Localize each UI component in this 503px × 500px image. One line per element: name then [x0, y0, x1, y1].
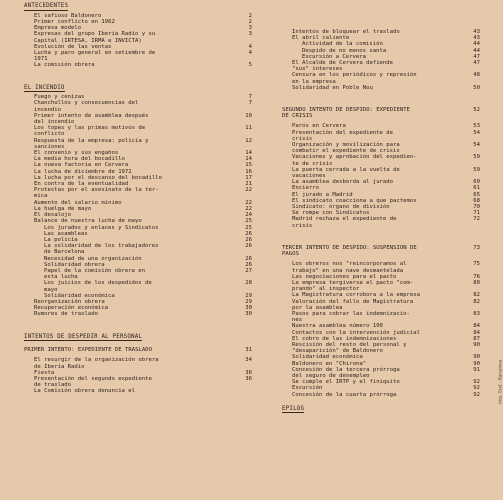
toc-entry-page: 90 — [473, 360, 480, 367]
toc-entry-page: 60 — [473, 179, 480, 186]
toc-entry-title: El desalojo — [34, 212, 72, 219]
toc-entry-page: 30 — [245, 305, 252, 312]
toc-entry-title: La empresa tergiversa el pacto "com- prando" al inspector — [292, 279, 414, 293]
toc-entry-title: El abril caliente — [292, 35, 350, 42]
toc-entry-page: 28 — [245, 280, 252, 287]
toc-entry-title: Los obreros nos "reincorporamos al trabajo" en una nave desmantelada — [292, 261, 407, 274]
toc-entry-page: 36 — [245, 369, 252, 376]
toc-entry-page: 29 — [245, 292, 252, 299]
subsection-tercer-intento: TERCER INTENTO DE DESPIDO: SUSPENSION DE PAGOS 73 — [282, 244, 480, 258]
toc-entry-title: Chanchullos y consecuencias del incendio — [34, 100, 139, 113]
toc-entry-title: Lucha y paro general en setiembre de 1971 — [34, 49, 156, 63]
toc-list-incendio — [24, 94, 252, 317]
toc-entry-page: 2 — [248, 18, 252, 25]
toc-entry-title: Madrid rechaza el expediente de crisis — [292, 216, 397, 229]
toc-entry-page: 4 — [248, 43, 252, 50]
toc-entry-title: Necesidad de una organización — [44, 255, 142, 262]
toc-entry-page: 90 — [473, 341, 480, 348]
toc-entry — [282, 72, 480, 84]
toc-entry-title: Baldonero en "Chirona" — [292, 360, 367, 367]
toc-entry-page: 61 — [473, 185, 480, 192]
toc-entry-title: Se rompe con Sindicatos — [292, 210, 370, 217]
toc-entry-title: Rescisión del resto del personal y "desaparición" de Baldonero — [292, 341, 407, 355]
toc-entry-title: La nueva factoría en Cervera — [34, 162, 129, 169]
toc-entry-title: Presentación del segundo expediente de traslado — [34, 376, 152, 389]
toc-entry-title: El Alcalde de Cervera defiende "sus" intereses — [292, 60, 394, 73]
toc-entry-page: 5 — [248, 62, 252, 69]
toc-entry-page: 70 — [473, 204, 480, 211]
toc-entry-title: Se cumple el IRTP y el finiquito — [292, 379, 400, 386]
toc-entry — [282, 60, 480, 72]
toc-entry-title: Pasos para cobrar las indemnizacio- nes — [292, 310, 410, 324]
toc-entry-page: 26 — [245, 236, 252, 243]
toc-entry-page: 14 — [245, 156, 252, 163]
toc-entry-title: Los juicios de los despedidos de mayo — [44, 280, 152, 293]
toc-entry-page: 22 — [245, 205, 252, 212]
section-heading-intentos: INTENTOS DE DESPEDIR AL PERSONAL — [24, 333, 143, 340]
toc-entry-page: 44 — [473, 41, 480, 48]
toc-entry-page: 22 — [245, 199, 252, 206]
toc-entry-page: 17 — [245, 174, 252, 181]
toc-entry-title: La comisión obrera — [34, 62, 95, 69]
toc-entry — [24, 280, 252, 292]
toc-entry — [24, 357, 252, 369]
toc-entry-page: 36 — [245, 376, 252, 383]
toc-entry-title: La lucha por el descanso del bocadillo — [34, 174, 162, 181]
toc-entry-title: Las asambleas — [44, 230, 88, 237]
toc-entry-page: 54 — [473, 129, 480, 136]
toc-entry — [282, 261, 480, 273]
toc-entry-title: Evolución de las ventas — [34, 43, 112, 50]
toc-entry-page: 75 — [473, 261, 480, 268]
toc-entry — [24, 62, 252, 68]
section-heading-antecedentes: ANTECEDENTES — [24, 3, 69, 9]
toc-entry-page: 92 — [473, 379, 480, 386]
toc-entry-page: 3 — [248, 31, 252, 38]
toc-entry-page: 47 — [473, 53, 480, 60]
toc-entry — [24, 268, 252, 280]
toc-entry-title: Valoración del fallo de Magistratura por la asamblea — [292, 298, 414, 311]
toc-entry — [24, 311, 252, 317]
toc-entry-title: Vacaciones y aprobación del expedien- te de crisis — [292, 154, 417, 167]
toc-left-column — [24, 0, 252, 395]
toc-entry — [24, 125, 252, 137]
toc-entry-page: 80 — [473, 279, 480, 286]
toc-entry-page: 68 — [473, 197, 480, 204]
toc-entry-title: La puerta cerrada a la vuelta de vacaciones — [292, 166, 400, 180]
toc-entry-title: Las negociaciones para el pacto — [292, 273, 397, 280]
toc-entry-title: Empresa modelo — [34, 25, 82, 32]
toc-entry-page: 47 — [473, 60, 480, 67]
toc-entry-title: Solidaridad en Poble Nou — [292, 84, 373, 91]
toc-entry — [282, 367, 480, 379]
toc-entry-page: 87 — [473, 335, 480, 342]
toc-entry-page: 48 — [473, 72, 480, 79]
toc-entry — [24, 388, 252, 394]
toc-entry-title: Sindicato: órgano de división — [292, 204, 390, 211]
toc-entry-title: Paros en Cervera — [292, 123, 346, 130]
toc-entry-page: 3 — [248, 25, 252, 32]
toc-entry-page: 16 — [245, 168, 252, 175]
toc-entry-title: Los topes y las primas motivos de conflicto — [34, 125, 146, 138]
toc-entry — [282, 342, 480, 354]
toc-entry-title: Censura en los periódicos y represión en la empresa — [292, 72, 417, 85]
toc-entry-title: La media hora del bocadillo — [34, 156, 125, 163]
toc-entry-page: 15 — [245, 162, 252, 169]
toc-entry-page: 21 — [245, 181, 252, 188]
printer-imprint: Imp. Graf. - Barcelona — [498, 360, 503, 404]
subsection-segundo-intento: SEGUNDO INTENTO DE DESPIDO: EXPEDIENTE DE CRISIS 52 — [282, 107, 480, 120]
toc-entry-title: La Comisión obrera denuncia el — [34, 388, 136, 395]
toc-entry — [24, 50, 252, 62]
toc-entry-title: Solidaridad obrera — [44, 261, 105, 268]
toc-entry-title: Reorganización obrera — [34, 298, 105, 305]
toc-entry-title: El cobro de las indemnizaciones — [292, 335, 397, 342]
toc-entry-page: 7 — [248, 100, 252, 107]
toc-entry-page: 72 — [473, 216, 480, 223]
toc-entry-title: Fiesta — [34, 369, 55, 376]
toc-entry-title: Concesión de la cuarta prórroga — [292, 391, 397, 398]
toc-entry-page: 10 — [245, 112, 252, 119]
toc-entry-page: 26 — [245, 261, 252, 268]
toc-entry-title: La asamblea desborda al jurado — [292, 179, 394, 186]
toc-entry-page: 44 — [473, 47, 480, 54]
toc-entry-title: Expresas del grupo Iberia Radio y su Capital (IRTESA, IRMA e INVICTA) — [34, 31, 156, 44]
toc-entry-page: 25 — [245, 224, 252, 231]
toc-entry-title: Organización y movilización para combatir el expediente de crisis — [292, 142, 400, 155]
toc-entry-title: Protestas por el asesinato de la tér- mica — [34, 187, 159, 200]
toc-entry-title: El sindicato coacciona a que pactemos — [292, 197, 417, 204]
toc-entry-title: Balance de nuestra lucha de mayo — [34, 218, 142, 225]
toc-entry — [282, 216, 480, 228]
toc-entry-title: Fuego y cenizas — [34, 94, 85, 101]
toc-entry — [282, 167, 480, 179]
section-heading-incendio: EL INCENDIO — [24, 84, 65, 91]
toc-entry-title: Primer intento de asamblea después del incendio — [34, 112, 149, 126]
section-heading-epilog: EPILOG — [282, 405, 305, 412]
toc-entry-page: 82 — [473, 298, 480, 305]
toc-entry-page: 24 — [245, 212, 252, 219]
toc-entry-page: 22 — [245, 187, 252, 194]
toc-entry-page: 26 — [245, 243, 252, 250]
toc-entry-title: La huelga de mayo — [34, 205, 92, 212]
toc-entry-title: El resurgir de la organización obrera de Iberia Radio — [34, 357, 159, 370]
toc-right-column — [282, 0, 480, 415]
toc-entry — [24, 243, 252, 255]
toc-entry-page: 54 — [473, 142, 480, 149]
toc-entry-title: En contra de la eventualidad — [34, 181, 129, 188]
toc-list-segundo-intento — [282, 123, 480, 228]
toc-entry-title: El safioso Baldonero — [34, 12, 102, 19]
toc-entry-page: 26 — [245, 255, 252, 262]
toc-entry-page: 34 — [245, 357, 252, 364]
toc-entry-page: 59 — [473, 166, 480, 173]
toc-entry-page: 92 — [473, 385, 480, 392]
toc-entry-page: 90 — [473, 354, 480, 361]
toc-entry-page: 65 — [473, 191, 480, 198]
toc-list-traslado-cont — [282, 29, 480, 91]
toc-entry-title: Solidaridad económica — [44, 292, 115, 299]
toc-entry-page: 43 — [473, 35, 480, 42]
toc-entry-page: 26 — [245, 230, 252, 237]
toc-entry — [282, 392, 480, 398]
toc-entry-page: 59 — [473, 154, 480, 161]
toc-entry-page: 2 — [248, 12, 252, 19]
toc-entry-title: La policía — [44, 236, 78, 243]
toc-entry-page: 50 — [473, 84, 480, 91]
toc-list-tercer-intento — [282, 261, 480, 397]
toc-entry-page: 71 — [473, 210, 480, 217]
toc-entry — [282, 299, 480, 311]
toc-entry — [24, 113, 252, 125]
toc-entry-title: Contactos con la intervención judicial — [292, 329, 420, 336]
toc-entry-title: Solidaridad económica — [292, 354, 363, 361]
toc-entry-page: 91 — [473, 366, 480, 373]
toc-entry-title: La solidaridad de los trabajadores de Barcelona — [44, 243, 159, 256]
toc-entry-title: El jurado a Madrid — [292, 191, 353, 198]
toc-entry-page: 82 — [473, 292, 480, 299]
toc-entry-page: 14 — [245, 150, 252, 157]
toc-entry-title: Excursión a Cervera — [302, 53, 366, 60]
toc-entry-title: Presentación del expediente de crisis — [292, 129, 394, 142]
toc-entry-page: 43 — [473, 29, 480, 35]
toc-entry — [282, 130, 480, 142]
toc-entry-title: Despido de no menos santa — [302, 47, 387, 54]
toc-entry — [282, 142, 480, 154]
toc-entry — [24, 376, 252, 388]
toc-entry-title: Actividad de la comisión — [302, 41, 383, 48]
toc-entry — [24, 100, 252, 112]
toc-entry — [282, 280, 480, 292]
toc-entry — [282, 311, 480, 323]
toc-entry-title: Intentos de bloquear el traslado — [292, 29, 400, 35]
toc-entry-page: 84 — [473, 323, 480, 330]
toc-entry-page: 92 — [473, 391, 480, 398]
toc-list-antecedentes — [24, 13, 252, 69]
toc-entry-page: 27 — [245, 267, 252, 274]
toc-entry-page: 25 — [245, 218, 252, 225]
subsection-primer-intento: PRIMER INTENTO: EXPEDIENTE DE TRASLADO 31 — [24, 347, 252, 354]
toc-entry — [282, 154, 480, 166]
toc-entry-page: 29 — [245, 298, 252, 305]
toc-entry — [282, 85, 480, 91]
toc-list-primer-intento — [24, 357, 252, 394]
toc-entry-page: 30 — [245, 311, 252, 318]
toc-entry-page: 4 — [248, 49, 252, 56]
toc-entry-page: 53 — [473, 123, 480, 130]
toc-entry-title: El convenio y sus engaños — [34, 150, 119, 157]
toc-entry-title: La Magistratura corrobora a la empresa — [292, 292, 420, 299]
toc-entry — [24, 187, 252, 199]
toc-entry-page: 12 — [245, 137, 252, 144]
toc-entry-title: Aumento del salario mínimo — [34, 199, 122, 206]
toc-entry-page: 83 — [473, 310, 480, 317]
toc-entry-title: Excursión — [292, 385, 323, 392]
toc-entry — [24, 31, 252, 43]
toc-entry-title: Encierro — [292, 185, 319, 192]
toc-entry-page: 84 — [473, 329, 480, 336]
toc-entry-page: 76 — [473, 273, 480, 280]
toc-entry-page: 7 — [248, 94, 252, 101]
toc-entry-title: La lucha de diciembre de 1972 — [34, 168, 132, 175]
toc-entry-title: Respuesta de la empresa: policía y sanciones — [34, 137, 149, 150]
toc-entry-title: Nuestra asamblea número 100 — [292, 323, 383, 330]
toc-entry-title: Primer conflicto en 1962 — [34, 18, 115, 25]
toc-entry-title: Recuperación económica — [34, 305, 109, 312]
toc-entry-title: Concesión de la tercera prórroga del seguro de desempleo — [292, 366, 400, 379]
toc-entry-title: Papel de la comisión obrera en esta lucha — [44, 267, 146, 281]
toc-entry — [24, 138, 252, 150]
toc-entry-title: Rumores de traslado — [34, 311, 98, 318]
toc-entry-title: Los jurados y enlaces y Sindicatos — [44, 224, 159, 231]
toc-entry-page: 11 — [245, 125, 252, 132]
